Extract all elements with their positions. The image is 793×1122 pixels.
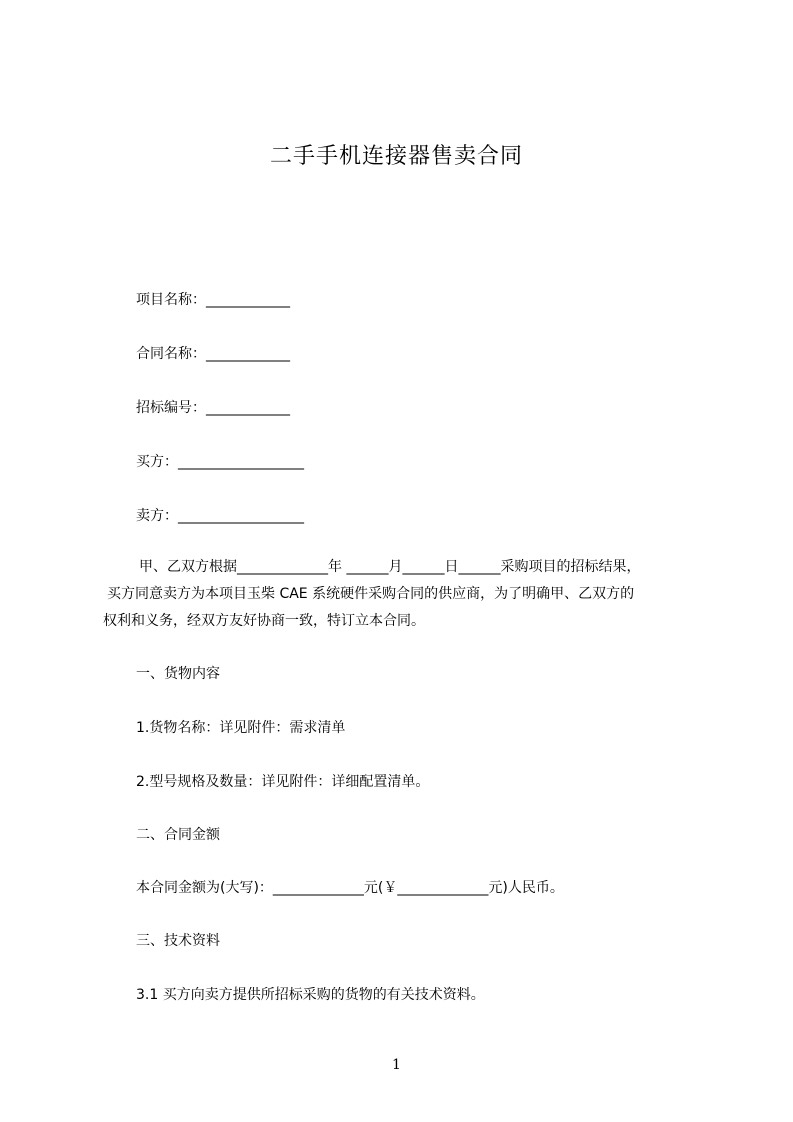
intro-paragraph-line-1: 甲、乙双方根据_____________年 ______月______日______采购项目的招标结果， [139, 559, 641, 575]
section-3-item-1: 3.1 买方向卖方提供所招标采购的货物的有关技术资料。 [136, 987, 485, 1003]
section-1-item-2: 2.型号规格及数量：详见附件：详细配置清单。 [136, 774, 430, 790]
section-1-item-1: 1.货物名称：详见附件：需求清单 [136, 720, 346, 736]
section-1-heading: 一、货物内容 [136, 666, 220, 682]
buyer-field: 买方：__________________ [136, 454, 304, 470]
section-2-heading: 二、合同金额 [136, 827, 220, 843]
seller-field: 卖方：__________________ [136, 508, 304, 524]
page-number: 1 [392, 1057, 401, 1073]
intro-paragraph-line-3: 权利和义务，经双方友好协商一致，特订立本合同。 [103, 613, 425, 629]
intro-paragraph-line-2: 买方同意卖方为本项目玉柴 CAE 系统硬件采购合同的供应商，为了明确甲、乙双方的 [107, 586, 635, 602]
section-2-amount: 本合同金额为(大写)：_____________元(￥_____________元)人民币。 [136, 880, 564, 896]
document-title: 二手手机连接器售卖合同 [269, 144, 523, 169]
project-name-field: 项目名称：____________ [136, 292, 290, 308]
tender-number-field: 招标编号：____________ [136, 400, 290, 416]
contract-name-field: 合同名称：____________ [136, 346, 290, 362]
section-3-heading: 三、技术资料 [136, 933, 220, 949]
